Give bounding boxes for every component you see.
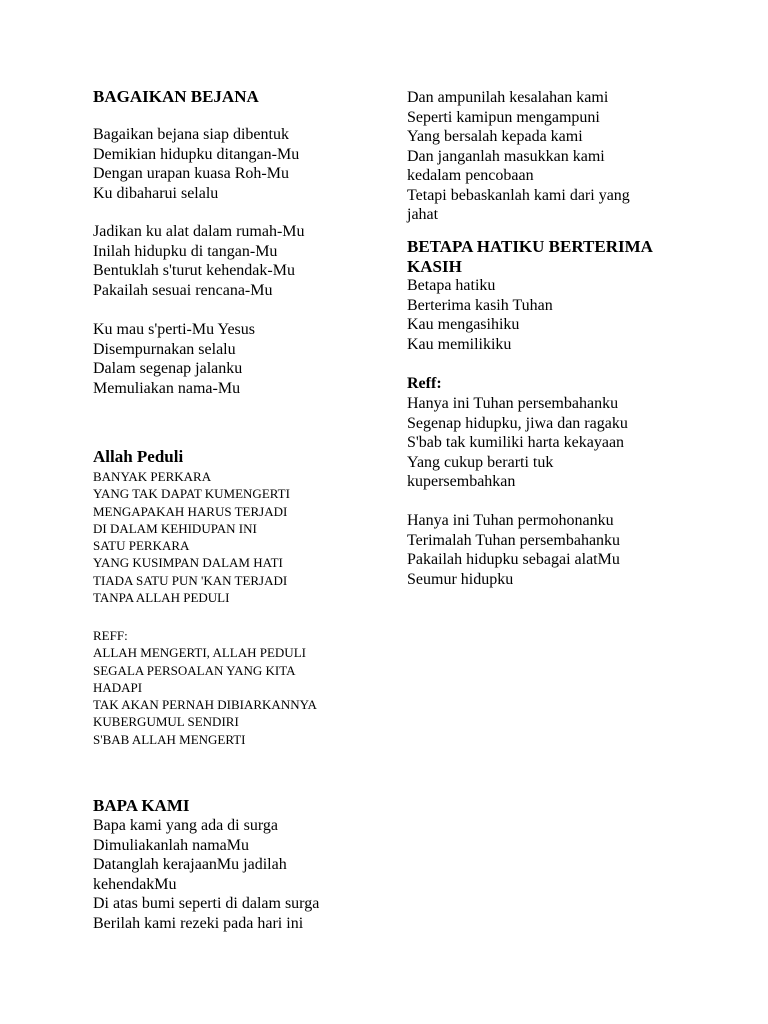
lyric-line: Pakailah hidupku sebagai alatMu bbox=[407, 551, 620, 568]
song3-continued bbox=[407, 88, 707, 225]
lyric-line: YANG TAK DAPAT KUMENGERTI bbox=[93, 486, 290, 502]
lyric-line: Berilah kami rezeki pada hari ini bbox=[93, 914, 304, 932]
lyric-line: kehendakMu bbox=[93, 875, 177, 893]
song-title-line: BETAPA HATIKU BERTERIMA bbox=[407, 237, 653, 256]
song-title-bapa-kami: BAPA KAMI bbox=[93, 796, 190, 815]
lyric-line: SATU PERKARA bbox=[93, 538, 190, 554]
lyric-line: kupersembahkan bbox=[407, 473, 516, 490]
lyric-line: Disempurnakan selalu bbox=[93, 340, 236, 358]
lyric-line: KUBERGUMUL SENDIRI bbox=[93, 714, 239, 730]
lyric-line: Betapa hatiku bbox=[407, 277, 496, 294]
song-title-allah-peduli: Allah Peduli bbox=[93, 447, 184, 466]
lyric-line: SEGALA PERSOALAN YANG KITA bbox=[93, 662, 296, 678]
lyric-line: Tetapi bebaskanlah kami dari yang bbox=[407, 186, 630, 204]
lyric-line: Demikian hidupku ditangan-Mu bbox=[93, 145, 300, 163]
lyric-line: Inilah hidupku di tangan-Mu bbox=[93, 242, 278, 260]
lyric-line: ALLAH MENGERTI, ALLAH PEDULI bbox=[93, 645, 306, 661]
lyric-line: Datanglah kerajaanMu jadilah bbox=[93, 856, 287, 873]
song1-stanza-2 bbox=[93, 222, 393, 300]
song4-reff-2 bbox=[407, 511, 707, 589]
song3-lines bbox=[93, 816, 393, 933]
lyric-line: TIADA SATU PUN 'KAN TERJADI bbox=[93, 572, 288, 588]
lyric-line: Dimuliakanlah namaMu bbox=[93, 836, 249, 854]
lyric-line: Seumur hidupku bbox=[407, 570, 514, 588]
lyric-line: Bagaikan bejana siap dibentuk bbox=[93, 126, 289, 143]
lyric-line: Hanya ini Tuhan permohonanku bbox=[407, 512, 614, 529]
lyric-line: MENGAPAKAH HARUS TERJADI bbox=[93, 503, 288, 519]
lyric-line: Yang bersalah kepada kami bbox=[407, 128, 583, 145]
lyric-line: Hanya ini Tuhan persembahanku bbox=[407, 395, 619, 412]
lyric-line: Dan ampunilah kesalahan kami bbox=[407, 89, 609, 106]
lyric-line: Terimalah Tuhan persembahanku bbox=[407, 531, 621, 549]
lyric-line: Ku mau s'perti-Mu Yesus bbox=[93, 321, 255, 338]
song1-stanza-3 bbox=[93, 320, 393, 398]
lyric-line: jahat bbox=[407, 206, 439, 223]
lyric-line: Jadikan ku alat dalam rumah-Mu bbox=[93, 223, 305, 240]
song2-verse bbox=[93, 468, 393, 606]
lyric-line: Kau mengasihiku bbox=[407, 316, 520, 333]
lyric-line: YANG KUSIMPAN DALAM HATI bbox=[93, 555, 283, 571]
lyric-line: S'BAB ALLAH MENGERTI bbox=[93, 731, 246, 747]
lyric-line: Di atas bumi seperti di dalam surga bbox=[93, 895, 320, 912]
lyric-line: Ku dibaharui selalu bbox=[93, 184, 219, 202]
lyric-line: Dengan urapan kuasa Roh-Mu bbox=[93, 165, 289, 182]
lyric-line: Berterima kasih Tuhan bbox=[407, 296, 553, 314]
song2-reff bbox=[93, 627, 393, 748]
reff-label: Reff: bbox=[407, 375, 442, 392]
lyric-line: Yang cukup berarti tuk bbox=[407, 453, 554, 471]
song-title-bagaikan-bejana: BAGAIKAN BEJANA bbox=[93, 87, 259, 106]
lyric-line: Bentuklah s'turut kehendak-Mu bbox=[93, 262, 295, 279]
song1-stanza-1 bbox=[93, 125, 393, 203]
reff-label: REFF: bbox=[93, 628, 128, 643]
lyric-line: kedalam pencobaan bbox=[407, 167, 534, 184]
lyric-line: BANYAK PERKARA bbox=[93, 469, 212, 484]
lyric-line: DI DALAM KEHIDUPAN INI bbox=[93, 520, 257, 536]
song-title-betapa-hatiku bbox=[407, 237, 707, 277]
lyric-line: HADAPI bbox=[93, 679, 143, 695]
lyric-line: TAK AKAN PERNAH DIBIARKANNYA bbox=[93, 697, 317, 713]
lyric-line: Memuliakan nama-Mu bbox=[93, 379, 241, 397]
song4-reff bbox=[407, 394, 707, 492]
song-title-line: KASIH bbox=[407, 257, 462, 276]
lyric-line: Seperti kamipun mengampuni bbox=[407, 108, 600, 126]
lyric-line: Dalam segenap jalanku bbox=[93, 360, 243, 377]
song4-verse bbox=[407, 276, 707, 354]
lyric-line: Pakailah sesuai rencana-Mu bbox=[93, 281, 273, 299]
lyric-line: TANPA ALLAH PEDULI bbox=[93, 590, 230, 606]
lyric-line: S'bab tak kumiliki harta kekayaan bbox=[407, 434, 625, 451]
lyric-line: Kau memilikiku bbox=[407, 335, 512, 353]
lyric-line: Dan janganlah masukkan kami bbox=[407, 147, 605, 165]
lyric-line: Segenap hidupku, jiwa dan ragaku bbox=[407, 414, 628, 432]
lyric-line: Bapa kami yang ada di surga bbox=[93, 817, 278, 834]
